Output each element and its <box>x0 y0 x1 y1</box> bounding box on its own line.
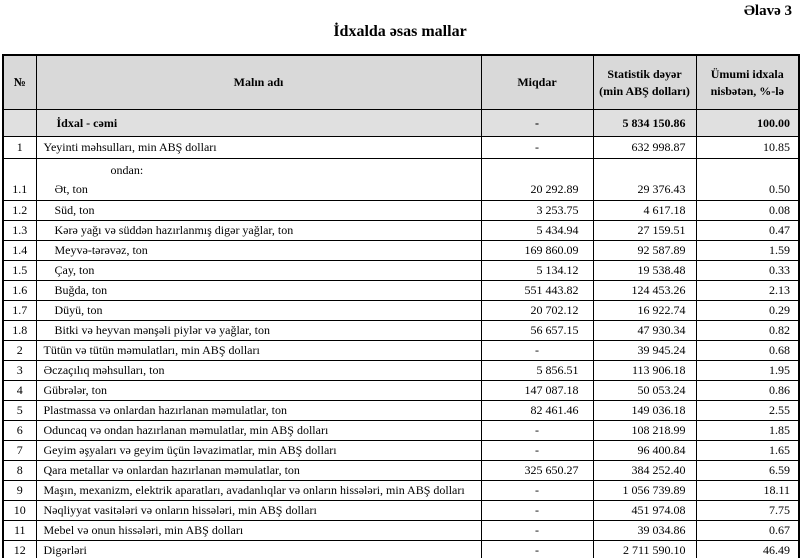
table-row <box>3 201 799 221</box>
cell-quantity: 325 650.27 <box>481 461 593 481</box>
cell-stat-value: 39 945.24 <box>593 341 696 361</box>
table-header <box>3 55 799 110</box>
table-row <box>3 281 799 301</box>
cell-quantity: - <box>481 441 593 461</box>
cell-goods-name: Qara metallar və onlardan hazırlanan məmulatlar, ton <box>36 461 481 481</box>
cell-share-percent: 0.33 <box>696 261 799 281</box>
cell-goods-name: Bitki və heyvan mənşəli piylər və yağlar, ton <box>36 321 481 341</box>
table-row <box>3 521 799 541</box>
cell-number: 5 <box>3 401 36 421</box>
cell-number: 1.5 <box>3 261 36 281</box>
cell-goods-name: Düyü, ton <box>36 301 481 321</box>
cell-share-percent: 0.29 <box>696 301 799 321</box>
cell-number: 1.3 <box>3 221 36 241</box>
header-no: № <box>3 55 36 110</box>
cell-quantity: 20 292.89 <box>481 159 593 201</box>
cell-quantity: 82 461.46 <box>481 401 593 421</box>
cell-stat-value: 451 974.08 <box>593 501 696 521</box>
cell-stat-value: 96 400.84 <box>593 441 696 461</box>
cell-stat-value: 27 159.51 <box>593 221 696 241</box>
cell-stat-value: 50 053.24 <box>593 381 696 401</box>
cell-goods-name: Süd, ton <box>36 201 481 221</box>
cell-stat-value: 39 034.86 <box>593 521 696 541</box>
cell-goods-name: Digərləri <box>36 541 481 558</box>
table-row <box>3 401 799 421</box>
cell-goods-name: Kərə yağı və süddən hazırlanmış digər yağlar, ton <box>36 221 481 241</box>
cell-goods-name: Mebel və onun hissələri, min ABŞ dolları <box>36 521 481 541</box>
cell-share-percent: 18.11 <box>696 481 799 501</box>
cell-goods-name: Yeyinti məhsulları, min ABŞ dolları <box>36 137 481 159</box>
cell-share-percent: 100.00 <box>696 110 799 137</box>
table-row <box>3 241 799 261</box>
table-row <box>3 541 799 558</box>
cell-goods-name: Nəqliyyat vasitələri və onların hissələri, min ABŞ dolları <box>36 501 481 521</box>
header-name: Malın adı <box>36 55 481 110</box>
cell-goods-name: Oduncaq və ondan hazırlanan məmulatlar, min ABŞ dolları <box>36 421 481 441</box>
cell-stat-value: 47 930.34 <box>593 321 696 341</box>
cell-stat-value: 1 056 739.89 <box>593 481 696 501</box>
cell-stat-value: 113 906.18 <box>593 361 696 381</box>
cell-quantity: - <box>481 137 593 159</box>
cell-stat-value: 2 711 590.10 <box>593 541 696 558</box>
cell-number: 11 <box>3 521 36 541</box>
table-row <box>3 421 799 441</box>
cell-share-percent: 1.85 <box>696 421 799 441</box>
table-row <box>3 441 799 461</box>
cell-stat-value: 108 218.99 <box>593 421 696 441</box>
cell-stat-value: 92 587.89 <box>593 241 696 261</box>
table-body <box>3 110 799 558</box>
cell-stat-value: 632 998.87 <box>593 137 696 159</box>
cell-quantity: - <box>481 481 593 501</box>
cell-number: 6 <box>3 421 36 441</box>
table-row <box>3 481 799 501</box>
cell-number: 1.1 <box>3 159 36 201</box>
cell-goods-name: Meyvə-tərəvəz, ton <box>36 241 481 261</box>
cell-quantity: - <box>481 110 593 137</box>
cell-stat-value: 124 453.26 <box>593 281 696 301</box>
cell-number: 1 <box>3 137 36 159</box>
header-share: Ümumi idxala nisbətən, %-lə <box>696 55 799 110</box>
cell-share-percent: 1.65 <box>696 441 799 461</box>
cell-quantity: 5 134.12 <box>481 261 593 281</box>
cell-number: 1.4 <box>3 241 36 261</box>
sublabel: ondan: <box>110 163 144 177</box>
annex-label: Əlavə 3 <box>743 3 792 19</box>
cell-quantity: 169 860.09 <box>481 241 593 261</box>
table-row <box>3 261 799 281</box>
cell-number: 1.7 <box>3 301 36 321</box>
cell-number: 1.6 <box>3 281 36 301</box>
cell-stat-value: 16 922.74 <box>593 301 696 321</box>
table-row <box>3 301 799 321</box>
cell-share-percent: 7.75 <box>696 501 799 521</box>
cell-stat-value: 4 617.18 <box>593 201 696 221</box>
cell-goods-name: Gübrələr, ton <box>36 381 481 401</box>
cell-goods-name: İdxal - cəmi <box>36 110 481 137</box>
table-row <box>3 501 799 521</box>
cell-quantity: - <box>481 341 593 361</box>
table-row <box>3 159 799 201</box>
cell-share-percent: 10.85 <box>696 137 799 159</box>
cell-goods-name: Plastmassa və onlardan hazırlanan məmulatlar, ton <box>36 401 481 421</box>
cell-number: 1.2 <box>3 201 36 221</box>
cell-share-percent: 6.59 <box>696 461 799 481</box>
cell-number: 3 <box>3 361 36 381</box>
cell-number: 8 <box>3 461 36 481</box>
cell-stat-value: 5 834 150.86 <box>593 110 696 137</box>
cell-quantity: 3 253.75 <box>481 201 593 221</box>
cell-share-percent: 46.49 <box>696 541 799 558</box>
cell-share-percent: 0.47 <box>696 221 799 241</box>
cell-share-percent: 0.82 <box>696 321 799 341</box>
cell-quantity: - <box>481 541 593 558</box>
cell-share-percent: 1.95 <box>696 361 799 381</box>
cell-quantity: - <box>481 521 593 541</box>
cell-quantity: 20 702.12 <box>481 301 593 321</box>
cell-goods-name: Əczaçılıq məhsulları, ton <box>36 361 481 381</box>
cell-share-percent: 0.08 <box>696 201 799 221</box>
cell-quantity: 5 856.51 <box>481 361 593 381</box>
cell-stat-value: 29 376.43 <box>593 159 696 201</box>
table-row <box>3 321 799 341</box>
cell-share-percent: 0.50 <box>696 159 799 201</box>
goods-name-text: Ət, ton <box>54 182 88 196</box>
imports-table <box>2 54 800 558</box>
cell-quantity: 551 443.82 <box>481 281 593 301</box>
cell-quantity: - <box>481 501 593 521</box>
cell-number: 7 <box>3 441 36 461</box>
cell-share-percent: 0.67 <box>696 521 799 541</box>
cell-goods-name: Geyim əşyaları və geyim üçün ləvazimatlar, min ABŞ dolları <box>36 441 481 461</box>
cell-number: 10 <box>3 501 36 521</box>
cell-goods-name: Buğda, ton <box>36 281 481 301</box>
table-row <box>3 110 799 137</box>
cell-quantity: - <box>481 421 593 441</box>
cell-goods-name: Tütün və tütün məmulatları, min ABŞ dolları <box>36 341 481 361</box>
cell-stat-value: 149 036.18 <box>593 401 696 421</box>
cell-share-percent: 0.68 <box>696 341 799 361</box>
cell-number: 1.8 <box>3 321 36 341</box>
page-title: İdxalda əsas mallar <box>333 23 467 40</box>
cell-goods-name <box>36 159 481 201</box>
cell-quantity: 5 434.94 <box>481 221 593 241</box>
header-row <box>3 55 799 110</box>
cell-share-percent: 1.59 <box>696 241 799 261</box>
header-value: Statistik dəyər (min ABŞ dolları) <box>593 55 696 110</box>
cell-goods-name: Çay, ton <box>36 261 481 281</box>
cell-number <box>3 110 36 137</box>
cell-number: 4 <box>3 381 36 401</box>
header-quantity: Miqdar <box>481 55 593 110</box>
cell-stat-value: 19 538.48 <box>593 261 696 281</box>
cell-share-percent: 2.55 <box>696 401 799 421</box>
cell-quantity: 147 087.18 <box>481 381 593 401</box>
table-row <box>3 221 799 241</box>
table-row <box>3 137 799 159</box>
cell-number: 9 <box>3 481 36 501</box>
cell-goods-name: Maşın, mexanizm, elektrik aparatları, avadanlıqlar və onların hissələri, min ABŞ dolları <box>36 481 481 501</box>
cell-stat-value: 384 252.40 <box>593 461 696 481</box>
table-row <box>3 361 799 381</box>
table-row <box>3 461 799 481</box>
cell-number: 2 <box>3 341 36 361</box>
cell-share-percent: 2.13 <box>696 281 799 301</box>
table-row <box>3 381 799 401</box>
cell-quantity: 56 657.15 <box>481 321 593 341</box>
cell-number: 12 <box>3 541 36 558</box>
cell-share-percent: 0.86 <box>696 381 799 401</box>
table-row <box>3 341 799 361</box>
